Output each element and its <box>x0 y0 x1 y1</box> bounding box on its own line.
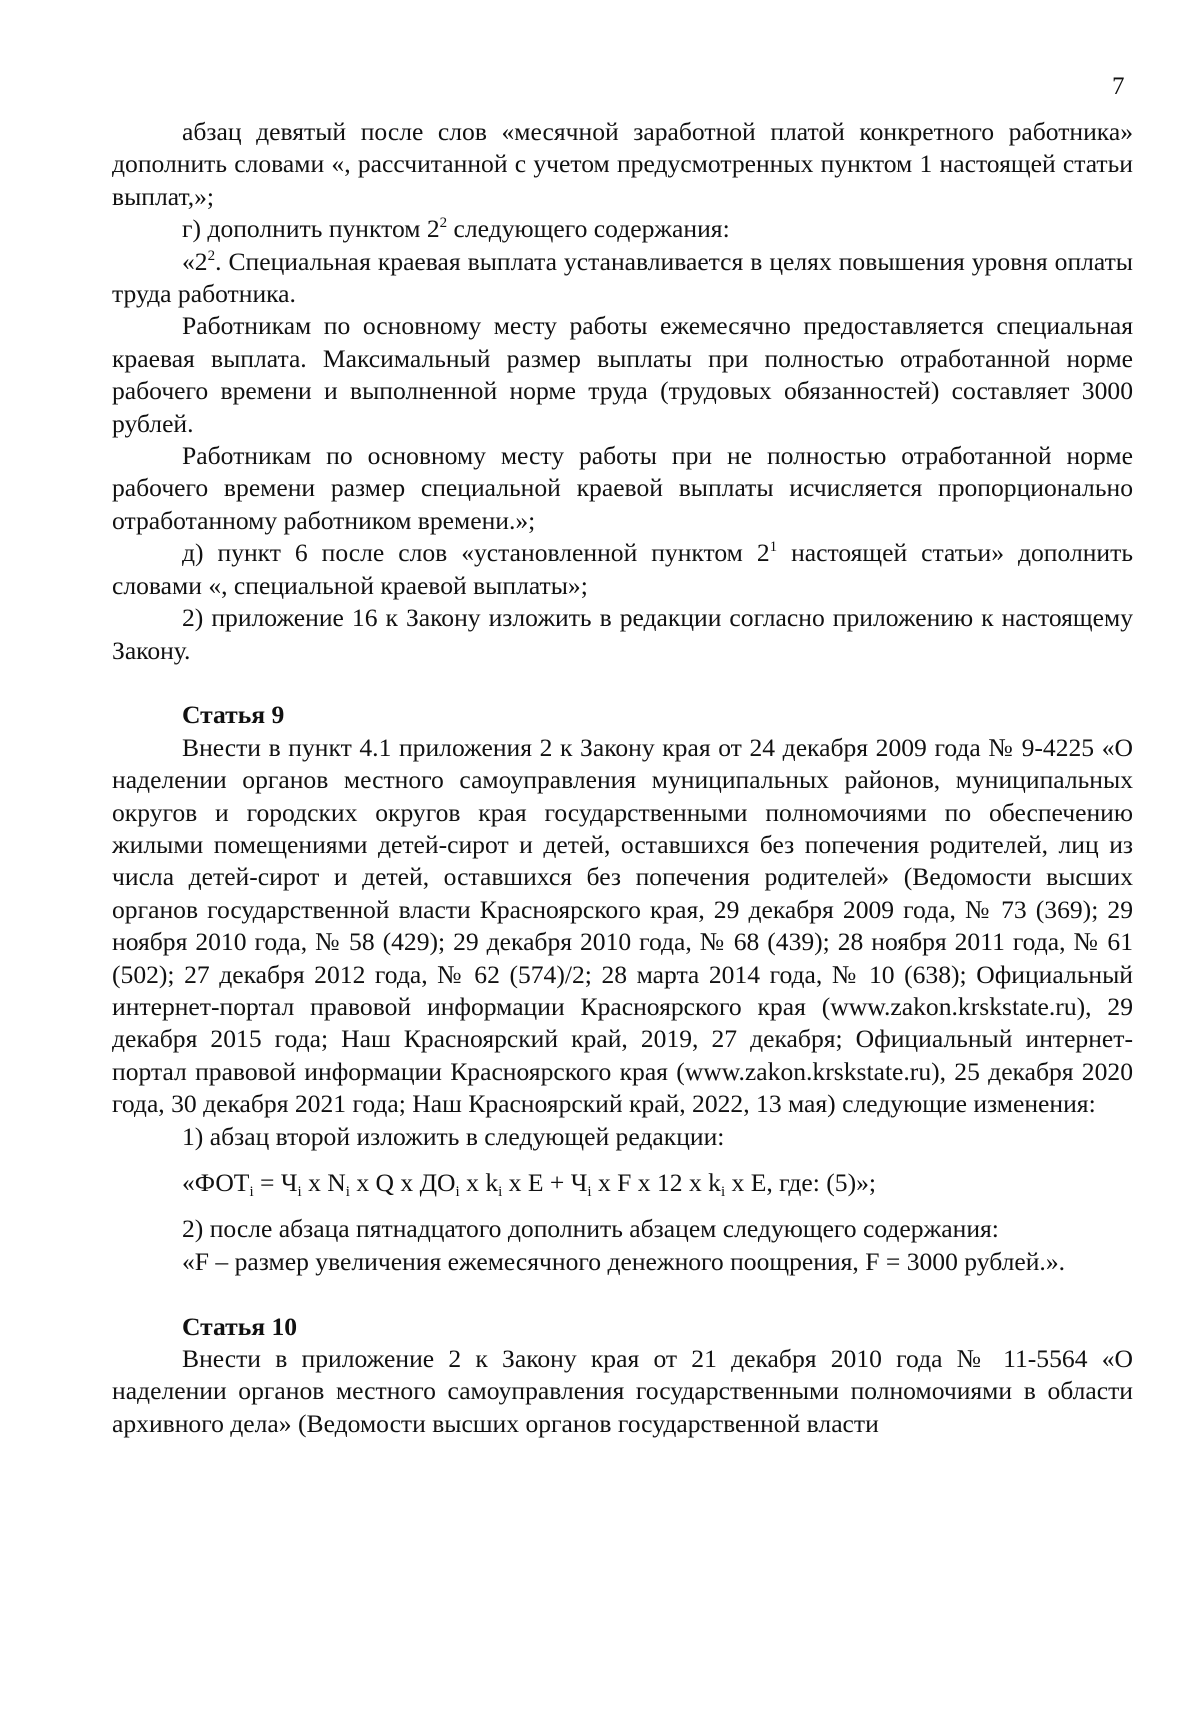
spacer <box>112 1278 1133 1310</box>
paragraph-amend-ninth: абзац девятый после слов «месячной заработной платой конкретного работника» дополнить словами «, рассчитанной с учетом предусмотренных пунктом 1 настоящей статьи выплат,»; <box>112 117 1133 211</box>
article-9-item-1: 1) абзац второй изложить в следующей редакции: <box>182 1121 725 1151</box>
paragraph-item-g: г) дополнить пунктом $2^2$ следующего содержания: <box>182 214 730 244</box>
paragraph-proportional-payment: Работникам по основному месту работы при не полностью отработанной норме рабочего времени размер специальной краевой выплаты исчисляется пропорционально отработанному работником времени.»; <box>112 441 1133 535</box>
article-9-item-2-text: «F – размер увеличения ежемесячного денежного поощрения, F = 3000 рублей.». <box>182 1246 1066 1276</box>
paragraph-point-2-2: «$2^2$. Специальная краевая выплата устанавливается в целях повышения уровня оплаты труда работника. <box>112 246 1133 309</box>
document-body <box>112 116 1133 1440</box>
paragraph-item-d: д) пункт 6 после слов «установленной пунктом $2^1$ настоящей статьи» дополнить словами «, специальной краевой выплаты»; <box>112 538 1133 600</box>
spacer <box>112 1153 1133 1167</box>
page-number: 7 <box>1112 73 1125 100</box>
formula-fot: «$ФОТ_i = Ч_i$ x $N_i$ x Q x $ДО_i$ x $k_i$ x $E + Ч_i$ x F x 12 x $k_i$ x E, где: (5)»; <box>182 1167 877 1200</box>
article-9-heading: Статья 9 <box>182 700 285 730</box>
spacer <box>112 1199 1133 1213</box>
spacer <box>112 667 1133 699</box>
article-10-body: Внести в приложение 2 к Закону края от 21 декабря 2010 года № 11-5564 «О наделении органов местного самоуправления государственными полномочиями в области архивного дела» (Ведомости высших органов государственной власти <box>112 1344 1133 1438</box>
article-10-heading: Статья 10 <box>182 1311 298 1341</box>
paragraph-monthly-payment: Работникам по основному месту работы ежемесячно предоставляется специальная краевая выплата. Максимальный размер выплаты при полностью отработанной норме рабочего времени и выполненной норме труда (трудовых обязанностей) составляет 3000 рублей. <box>112 311 1133 438</box>
article-9-item-2: 2) после абзаца пятнадцатого дополнить абзацем следующего содержания: <box>182 1214 999 1244</box>
paragraph-appendix-16: 2) приложение 16 к Закону изложить в редакции согласно приложению к настоящему Закону. <box>112 603 1133 665</box>
article-9-body: Внести в пункт 4.1 приложения 2 к Закону края от 24 декабря 2009 года № 9-4225 «О наделении органов местного самоуправления муниципальных районов, муниципальных округов и городских округов края государственными полномочиями по обеспечению жилыми помещениями детей-сирот и детей, оставшихся без попечения родителей, лиц из числа детей-сирот и детей, оставшихся без попечения родителей» (Ведомости высших органов государственной власти Красноярского края, 29 декабря 2009 года, № 73 (369); 29 ноября 2010 года, № 58 (429); 29 декабря 2010 года, № 68 (439); 28 ноября 2011 года, № 61 (502); 27 декабря 2012 года, № 62 (574)/2; 28 марта 2014 года, № 10 (638); Официальный интернет-портал правовой информации Красноярского края (www.zakon.krskstate.ru), 29 декабря 2015 года; Наш Красноярский край, 2019, 27 декабря; Официальный интернет-портал правовой информации Красноярского края (www.zakon.krskstate.ru), 25 декабря 2020 года, 30 декабря 2021 года; Наш Красноярский край, 2022, 13 мая) следующие изменения: <box>112 732 1133 1119</box>
